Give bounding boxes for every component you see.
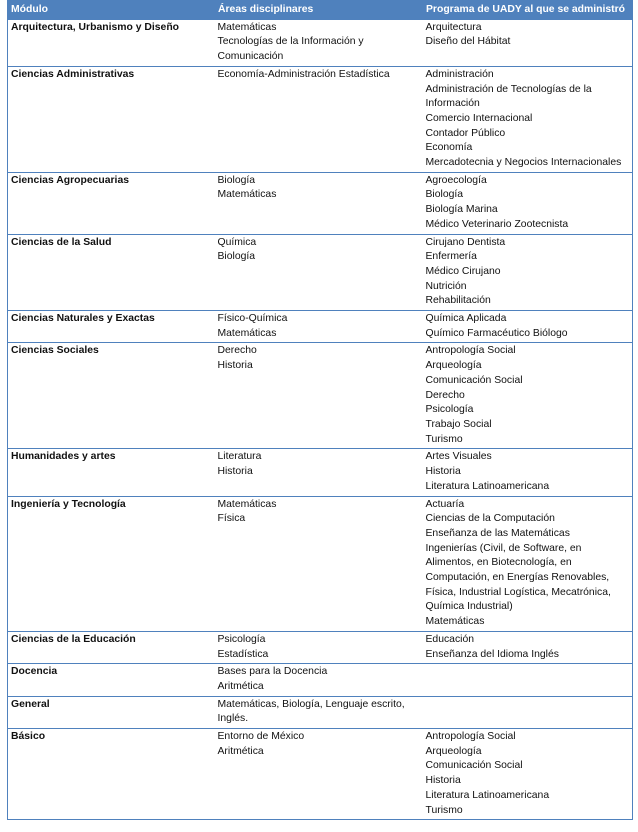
table-row (8, 496, 633, 631)
programs-cell (423, 631, 633, 663)
program-item: Agroecología (425, 174, 487, 186)
header-row (8, 1, 633, 20)
areas-cell (215, 664, 423, 696)
programs-cell (423, 66, 633, 172)
table-row (8, 343, 633, 449)
program-item: Administración de Tecnologías de la Información (425, 83, 592, 110)
module-cell: Humanidades y artes (8, 449, 215, 496)
table-row (8, 729, 633, 820)
area-item: Literatura (217, 451, 262, 463)
area-item: Historia (217, 360, 253, 372)
program-item: Antropología Social (425, 345, 516, 357)
program-item: Artes Visuales (425, 451, 492, 463)
program-item: Literatura Latinoamericana (425, 480, 550, 492)
program-item: Historia (425, 775, 461, 787)
areas-cell (215, 696, 423, 728)
programs-cell (423, 311, 633, 343)
area-item: Biología (217, 251, 256, 263)
module-cell: Ciencias de la Educación (8, 631, 215, 663)
area-item: Química (217, 236, 257, 248)
table-row (8, 66, 633, 172)
module-cell: Docencia (8, 664, 215, 696)
area-item: Físico-Química (217, 313, 288, 325)
program-item: Médico Cirujano (425, 265, 501, 277)
program-item: Psicología (425, 404, 474, 416)
program-item: Antropología Social (425, 731, 516, 743)
module-cell: Ciencias de la Salud (8, 234, 215, 311)
program-item: Actuaría (425, 498, 465, 510)
areas-cell (215, 234, 423, 311)
program-item: Médico Veterinario Zootecnista (425, 218, 569, 230)
table-row (8, 234, 633, 311)
program-item: Arqueología (425, 745, 482, 757)
programs-cell (423, 496, 633, 631)
program-item: Educación (425, 633, 475, 645)
program-item: Enseñanza del Idioma Inglés (425, 648, 559, 660)
program-item: Químico Farmacéutico Biólogo (425, 327, 568, 339)
areas-cell (215, 729, 423, 820)
program-item: Derecho (425, 389, 465, 401)
program-item: Contador Público (425, 127, 506, 139)
table-row (8, 311, 633, 343)
area-item: Matemáticas (217, 189, 277, 201)
area-item: Economía-Administración Estadística (217, 68, 390, 80)
header-module: Módulo (8, 1, 215, 20)
area-item: Física (217, 513, 246, 525)
module-cell: Arquitectura, Urbanismo y Diseño (8, 19, 215, 66)
areas-cell (215, 19, 423, 66)
areas-cell (215, 496, 423, 631)
module-cell: Ciencias Sociales (8, 343, 215, 449)
program-item: Trabajo Social (425, 418, 492, 430)
programs-cell (423, 449, 633, 496)
area-item: Matemáticas (217, 21, 277, 33)
program-item: Arquitectura (425, 21, 482, 33)
table-row (8, 664, 633, 696)
program-item: Biología Marina (425, 204, 498, 216)
program-item: Turismo (425, 433, 463, 445)
areas-cell (215, 172, 423, 234)
program-item: Nutrición (425, 280, 467, 292)
table-row (8, 449, 633, 496)
program-item: Comunicación Social (425, 374, 523, 386)
table-row (8, 631, 633, 663)
program-item: Comercio Internacional (425, 112, 533, 124)
area-item: Aritmética (217, 745, 264, 757)
program-item: Enseñanza de las Matemáticas (425, 527, 570, 539)
program-item: Matemáticas (425, 616, 485, 628)
program-item: Ciencias de la Computación (425, 513, 555, 525)
areas-cell (215, 66, 423, 172)
area-item: Biología (217, 174, 256, 186)
table-row (8, 19, 633, 66)
module-cell: General (8, 696, 215, 728)
programs-cell (423, 664, 633, 696)
programs-cell (423, 696, 633, 728)
programs-cell (423, 343, 633, 449)
program-item: Arqueología (425, 360, 482, 372)
program-item: Administración (425, 68, 494, 80)
program-item: Ingenierías (Civil, de Software, en Alimentos, en Biotecnología, en Computación, en Energías Renovables, Física, Industrial Logística, Mecatrónica, Química Industrial) (425, 542, 611, 613)
module-cell: Ingeniería y Tecnología (8, 496, 215, 631)
document-page (7, 0, 632, 820)
area-item: Entorno de México (217, 731, 305, 743)
modules-table (7, 0, 633, 820)
areas-cell (215, 449, 423, 496)
program-item: Economía (425, 142, 473, 154)
program-item: Comunicación Social (425, 760, 523, 772)
table-row (8, 172, 633, 234)
areas-cell (215, 631, 423, 663)
table-body (8, 19, 633, 820)
area-item: Aritmética (217, 680, 264, 692)
header-areas: Áreas disciplinares (215, 1, 423, 20)
area-item: Historia (217, 466, 253, 478)
areas-cell (215, 343, 423, 449)
program-item: Turismo (425, 804, 463, 816)
programs-cell (423, 172, 633, 234)
program-item: Mercadotecnia y Negocios Internacionales (425, 157, 622, 169)
program-item: Biología (425, 189, 464, 201)
area-item: Derecho (217, 345, 257, 357)
program-item: Enfermería (425, 251, 477, 263)
module-cell: Ciencias Administrativas (8, 66, 215, 172)
area-item: Bases para la Docencia (217, 666, 328, 678)
module-cell: Ciencias Agropecuarias (8, 172, 215, 234)
area-item: Estadística (217, 648, 269, 660)
area-item: Matemáticas (217, 327, 277, 339)
program-item: Cirujano Dentista (425, 236, 506, 248)
table-header (8, 1, 633, 20)
programs-cell (423, 19, 633, 66)
area-item: Tecnologías de la Información y Comunicación (217, 36, 364, 63)
program-item: Historia (425, 466, 461, 478)
area-item: Psicología (217, 633, 266, 645)
table-row (8, 696, 633, 728)
areas-cell (215, 311, 423, 343)
area-item: Matemáticas (217, 498, 277, 510)
program-item: Literatura Latinoamericana (425, 789, 550, 801)
program-item: Diseño del Hábitat (425, 36, 511, 48)
module-cell: Básico (8, 729, 215, 820)
program-item: Química Aplicada (425, 313, 507, 325)
header-programs: Programa de UADY al que se administró (423, 1, 633, 20)
program-item: Rehabilitación (425, 295, 491, 307)
area-item: Matemáticas, Biología, Lenguaje escrito, Inglés. (217, 698, 405, 725)
programs-cell (423, 234, 633, 311)
module-cell: Ciencias Naturales y Exactas (8, 311, 215, 343)
programs-cell (423, 729, 633, 820)
